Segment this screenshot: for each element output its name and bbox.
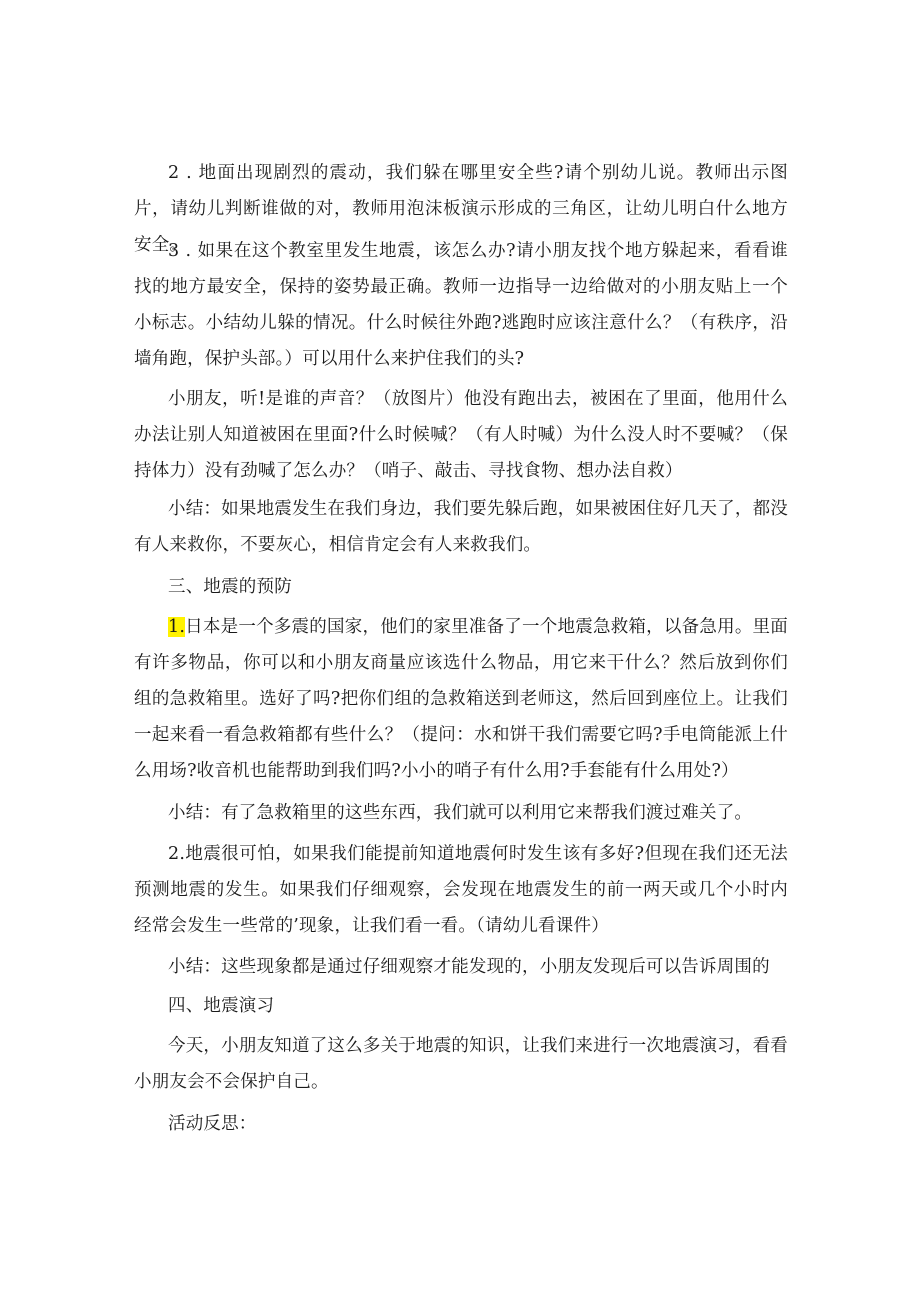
paragraph-text: 3 . 如果在这个教室里发生地震，该怎么办?请小朋友找个地方躲起来，看看谁找的地方最安全，保持的姿势最正确。教师一边指导一边给做对的小朋友贴上一个小标志。小结幼儿躲的情况。什么时候往外跑?逃跑时应该注意什么？（有秩序，沿墙角跑，保护头部。）可以用什么来护住我们的头? (134, 241, 788, 369)
paragraph-text: 活动反思： (168, 1114, 257, 1134)
section-heading-drill (134, 988, 788, 1024)
paragraph-text: 小结：如果地震发生在我们身边，我们要先躲后跑，如果被困住好几天了，都没有人来救你，不要灰心，相信肯定会有人来救我们。 (134, 499, 788, 555)
paragraph-step-3 (134, 233, 788, 377)
paragraph-emergency-kit (134, 609, 788, 789)
paragraph-trapped-scenario (134, 381, 788, 489)
highlighted-number: 1. (168, 617, 186, 637)
paragraph-text: 小朋友，听!是谁的声音？（放图片）他没有跑出去，被困在了里面，他用什么办法让别人知道被困在里面?什么时候喊？（有人时喊）为什么没人时不要喊？（保持体力）没有劲喊了怎么办？（哨子、敲击、寻找食物、想办法自救） (134, 389, 788, 481)
paragraph-earthquake-signs (134, 836, 788, 944)
paragraph-text: 日本是一个多震的国家，他们的家里准备了一个地震急救箱，以备急用。里面有许多物品，你可以和小朋友商量应该选什么物品，用它来干什么？然后放到你们组的急救箱里。选好了吗?把你们组的急救箱送到老师这，然后回到座位上。让我们一起来看一看急救箱都有些什么？（提问：水和饼干我们需要它吗?手电筒能派上什么用场?收音机也能帮助到我们吗?小小的哨子有什么用?手套能有什么用处?） (134, 617, 788, 781)
paragraph-text: 2.地震很可怕，如果我们能提前知道地震何时发生该有多好?但现在我们还无法预测地震的发生。如果我们仔细观察，会发现在地震发生的前一两天或几个小时内经常会发生一些常的’现象，让我们看一看。（请幼儿看课件） (134, 844, 788, 936)
paragraph-summary-3 (134, 949, 788, 985)
section-heading-prevention (134, 569, 788, 605)
paragraph-reflection-heading (134, 1106, 788, 1142)
paragraph-drill-intro (134, 1028, 788, 1100)
paragraph-summary-1 (134, 491, 788, 563)
paragraph-summary-2 (134, 795, 788, 831)
paragraph-text: 今天，小朋友知道了这么多关于地震的知识，让我们来进行一次地震演习，看看小朋友会不会保护自己。 (134, 1036, 788, 1092)
paragraph-text: 小结：这些现象都是通过仔细观察才能发现的，小朋友发现后可以告诉周围的 (168, 957, 770, 977)
paragraph-text: 小结：有了急救箱里的这些东西，我们就可以利用它来帮我们渡过难关了。 (168, 803, 753, 823)
section-heading-text: 三、地震的预防 (168, 577, 292, 597)
paragraph-text: 2 . 地面出现剧烈的震动，我们躲在哪里安全些?请个别幼儿说。教师出示图片，请幼儿判断谁做的对，教师用泡沫板演示形成的三角区，让幼儿明白什么地方安全。 (134, 163, 788, 255)
section-heading-text: 四、地震演习 (168, 996, 275, 1016)
